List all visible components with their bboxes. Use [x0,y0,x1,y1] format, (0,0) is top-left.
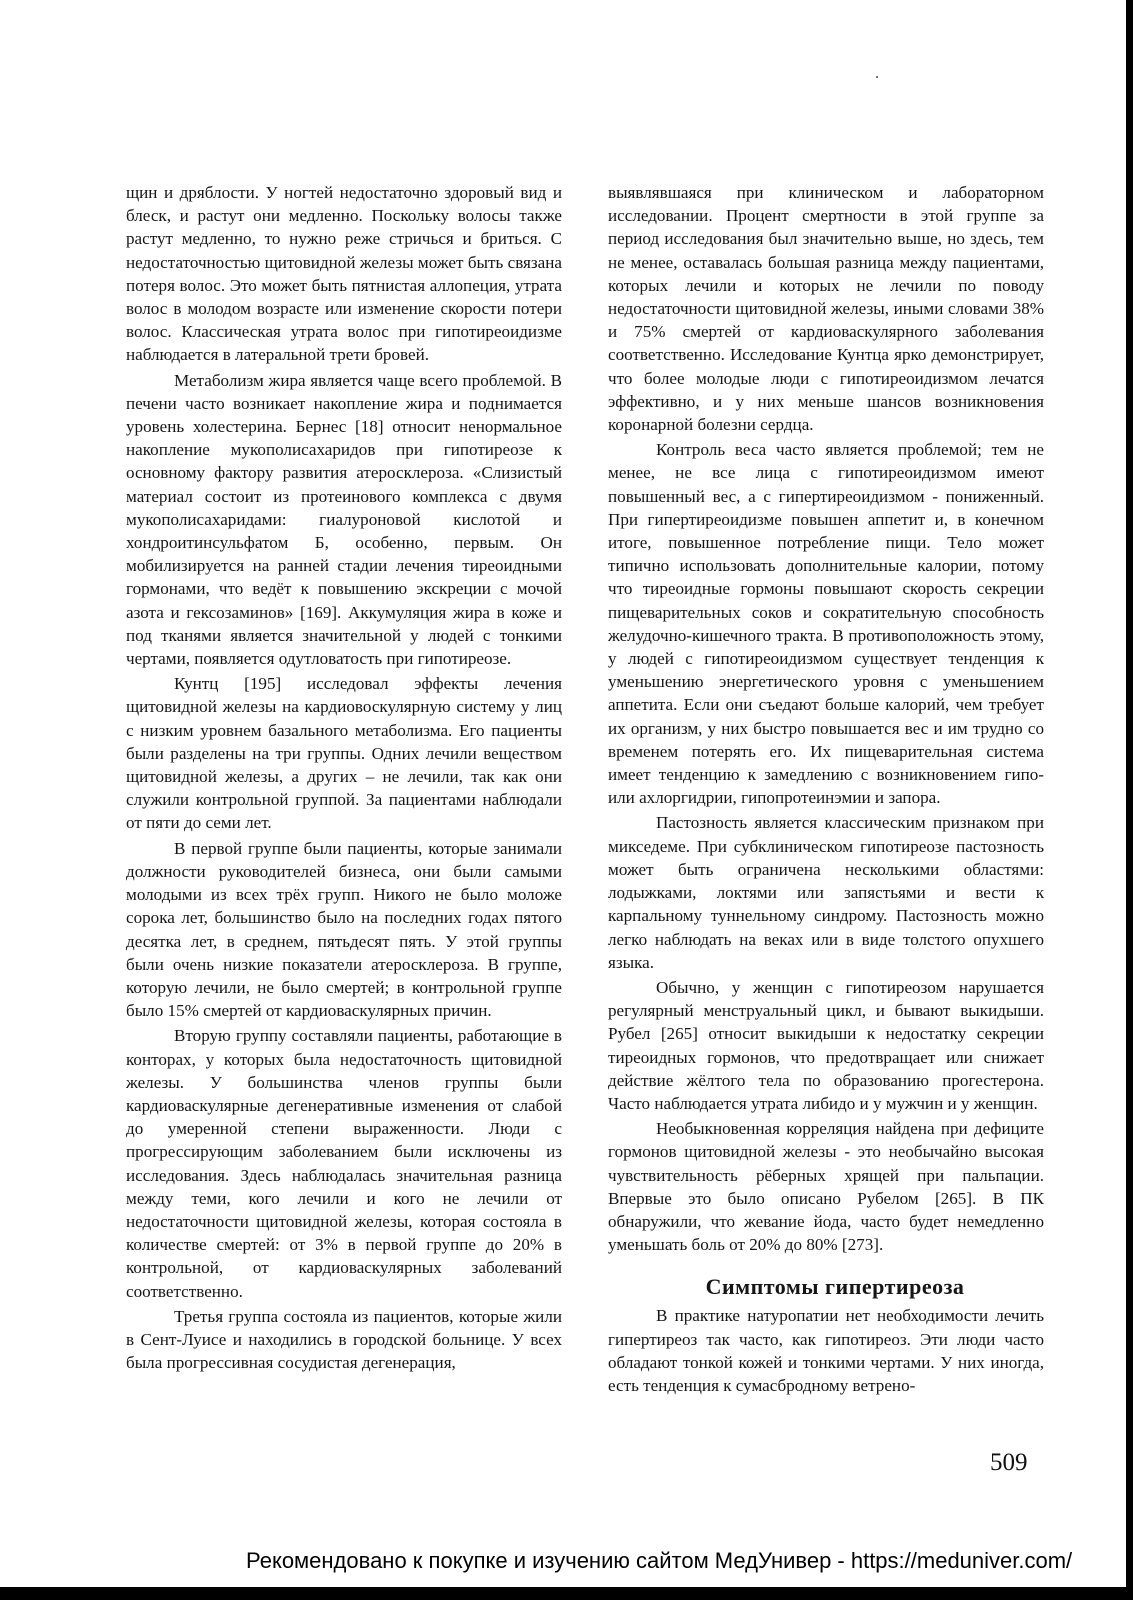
paragraph: Обычно, у женщин с гипотиреозом нарушается регулярный менструальный цикл, и бывают выкидыши. Рубел [265] относит выкидыши к недостатку секреции тиреоидных гормонов, что предотвращает или снижает действие жёлтого тела по образованию прогестерона. Часто наблюдается утрата либидо и у мужчин и у женщин. [608,977,1044,1113]
left-column [126,181,562,1376]
paragraph: выявлявшаяся при клиническом и лабораторном исследовании. Процент смертности в этой группе за период исследования был значительно выше, но здесь, тем не менее, оставалась большая разница между пациентами, которых лечили и которых не лечили по поводу недостаточности щитовидной железы, иными словами 38% и 75% смертей от кардиоваскулярного заболевания соответственно. Исследование Кунтца ярко демонстрирует, что более молодые люди с гипотиреоидизмом лечатся эффективно, и у них меньше шансов возникновения коронарной болезни сердца. [608,183,1044,435]
paragraph: Контроль веса часто является проблемой; тем не менее, не все лица с гипотиреоидизмом имеют повышенный вес, а с гипертиреоидизмом - пониженный. При гипертиреоидизме повышен аппетит и, в конечном итоге, повышенное потребление пищи. Тело может типично использовать дополнительные калории, потому что тиреоидные гормоны повышают скорость секреции пищеварительных соков и сократительную способность желудочно-кишечного тракта. В противоположность этому, у людей с гипотиреоидизмом существует тенденция к уменьшению энергетического уровня с уменьшением аппетита. Если они съедают больше калорий, чем требует их организм, у них быстро повышается вес и им трудно со временем потерять его. Их пищеварительная система имеет тенденцию к замедлению с возникновением гипо- или ахлоргидрии, гипопротеинэмии и запора. [608,440,1044,808]
paragraph: Кунтц [195] исследовал эффекты лечения щитовидной железы на кардиовоскулярную систему у лиц с низким уровнем базального метаболизма. Его пациенты были разделены на три группы. Одних лечили веществом щитовидной железы, а других – не лечили, так как они служили контрольной группой. За пациентами наблюдали от пяти до семи лет. [126,674,562,833]
right-column [608,181,1044,1399]
paragraph: Третья группа состояла из пациентов, которые жили в Сент-Луисе и находились в городской больнице. У всех была прогрессивная сосудистая дегенерация, [126,1306,562,1373]
paragraph: Необыкновенная корреляция найдена при дефиците гормонов щитовидной железы - это необычайно высокая чувствительность рёберных хрящей при пальпации. Впервые это было описано Рубелом [265]. В ПК обнаружили, что жевание йода, часто будет немедленно уменьшать боль от 20% до 80% [273]. [608,1119,1044,1255]
footer-recommendation: Рекомендовано к покупке и изучению сайтом МедУнивер - https://meduniver.com/ [246,1548,1073,1573]
paragraph: Пастозность является классическим признаком при микседеме. При субклиническом гипотиреозе пастозность может быть ограничена несколькими областями: лодыжками, локтями или запястьями и вести к карпальному туннельному синдрому. Пастозность можно легко наблюдать на веках или в виде толстого опухшего языка. [608,813,1044,972]
paragraph: Вторую группу составляли пациенты, работающие в конторах, у которых была недостаточность щитовидной железы. У большинства членов группы были кардиоваскулярные дегенеративные изменения от слабой до умеренной степени выраженности. Люди с прогрессирующим заболеванием были исключены из исследования. Здесь наблюдалась значительная разница между теми, кого лечили и кого не лечили от недостаточности щитовидной железы, которая состояла в количестве смертей: от 3% в первой группе до 20% в контрольной, от кардиоваскулярных заболеваний соответственно. [126,1026,562,1301]
paragraph: щин и дряблости. У ногтей недостаточно здоровый вид и блеск, и растут они медленно. Поскольку волосы также растут медленно, то нужно реже стричься и бриться. С недостаточностью щитовидной железы может быть связана потеря волос. Это может быть пятнистая аллопеция, утрата волос в молодом возрасте или изменение скорости потери волос. Классическая утрата волос при гипотиреоидизме наблюдается в латеральной трети бровей. [126,183,562,365]
page-number: 509 [990,1449,1028,1476]
scan-speck [876,76,878,78]
scan-bottom-border [0,1587,1133,1600]
scan-right-border [1126,0,1133,1600]
paragraph: В практике натуропатии нет необходимости лечить гипертиреоз так часто, как гипотиреоз. Эти люди часто обладают тонкой кожей и тонкими чертами. У них иногда, есть тенденция к сумасбродному ветрено- [608,1306,1044,1395]
paragraph: Метаболизм жира является чаще всего проблемой. В печени часто возникает накопление жира и поднимается уровень холестерина. Бернес [18] относит ненормальное накопление мукополисахаридов при гипотиреозе к основному фактору развития атеросклероза. «Слизистый материал состоит из протеинового комплекса с двумя мукополисахаридами: гиалуроновой кислотой и хондроитинсульфатом Б, особенно, первым. Он мобилизируется на ранней стадии лечения тиреоидными гормонами, что ведёт к повышению экскреции с мочой азота и гексозаминов» [169]. Аккумуляция жира в коже и под тканями является значительной у людей с тонкими чертами, появляется одутловатость при гипотиреозе. [126,370,562,669]
section-heading: Симптомы гипертиреоза [705,1274,965,1300]
paragraph: В первой группе были пациенты, которые занимали должности руководителей бизнеса, они были самыми молодыми из всех трёх групп. Никого не было моложе сорока лет, большинство было на последних годах пятого десятка лет, в среднем, пятьдесят пять. У этой группы были очень низкие показатели атеросклероза. В группе, которую лечили, не было смертей; в контрольной группе было 15% смертей от кардиоваскулярных причин. [126,838,562,1021]
